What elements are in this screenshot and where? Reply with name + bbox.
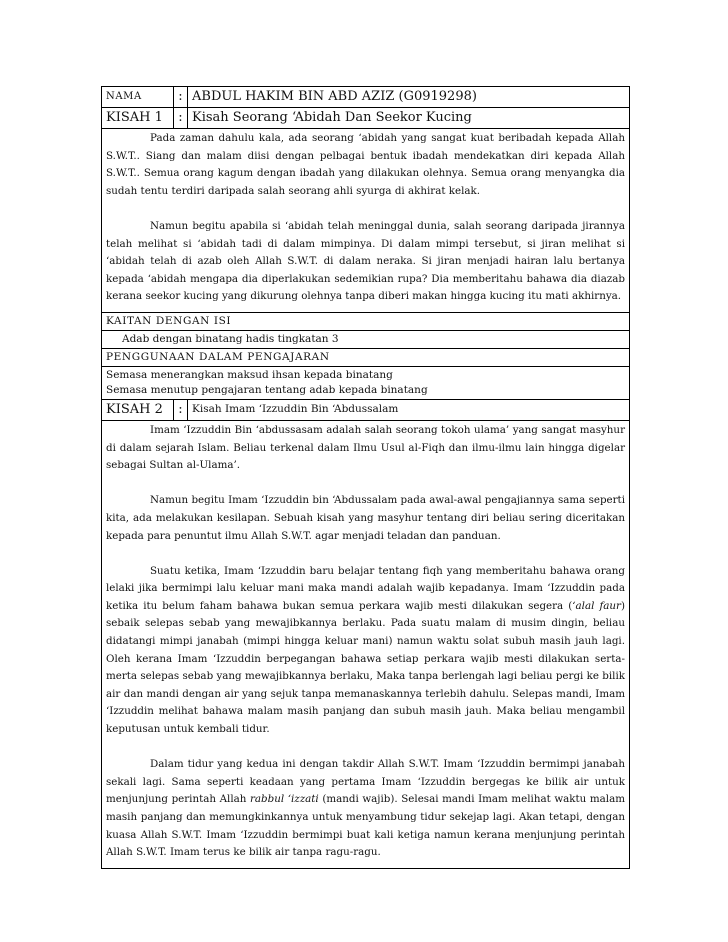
kisah2-label: KISAH 2 — [102, 400, 174, 420]
penggunaan-line-2: Semasa menutup pengajaran tentang adab kepada binatang — [106, 383, 428, 396]
kisah1-body-row — [102, 129, 629, 313]
name-colon: : — [174, 87, 188, 107]
penggunaan-line-1: Semasa menerangkan maksud ihsan kepada binatang — [106, 368, 393, 381]
kisah2-paragraph-1: Imam ‘Izzuddin Bin ‘abdussasam adalah salah seorang tokoh ulama’ yang sangat masyhur di dalam sejarah Islam. Beliau terkenal dalam Ilmu Usul al-Fiqh dan ilmu-ilmu lain hingga digelar sebagai Sultan al-Ulama’. — [106, 423, 625, 472]
kisah1-title: Kisah Seorang ‘Abidah Dan Seekor Kucing — [192, 110, 472, 125]
kaitan-heading-row — [102, 313, 629, 331]
penggunaan-heading: PENGGUNAAN DALAM PENGAJARAN — [106, 350, 330, 363]
kisah2-p3-part-a: Suatu ketika, Imam ‘Izzuddin baru belajar tentang fiqh yang memberitahu bahawa orang lelaki jika bermimpi lalu keluar mani maka mandi adalah wajib kepadanya. Imam ‘Izzuddin pada ketika itu belum faham bahawa bukan semua perkara wajib mesti dilakukan segera ( — [106, 564, 625, 612]
kisah2-paragraph-4 — [106, 756, 625, 862]
kisah2-p3-part-b: ) sebaik selepas sebab yang mewajibkannya berlaku. Pada suatu malam di musim dingin, beliau didatangi mimpi janabah (mimpi hingga keluar mani) namun waktu solat subuh masih jauh lagi. Oleh kerana Imam ‘Izzuddin berpegangan bahawa setiap perkara wajib mesti dilakukan serta-merta selepas sebab yang mewajibkannya berlaku, Maka tanpa berlengah lagi beliau pergi ke bilik air dan mandi dengan air yang sejuk tanpa memanaskannya terlebih dahulu. Selepas mandi, Imam ‘Izzuddin melihat bahawa malam masih panjang dan subuh masih jauh. Maka beliau mengambil keputusan untuk kembali tidur. — [106, 599, 625, 736]
kisah2-body-row — [102, 421, 629, 868]
kisah2-paragraph-3 — [106, 563, 625, 739]
name-label: NAMA — [102, 87, 174, 107]
kaitan-value-row — [102, 331, 629, 349]
kaitan-heading: KAITAN DENGAN ISI — [106, 314, 232, 327]
kisah1-colon: : — [174, 108, 188, 128]
kaitan-value: Adab dengan binatang hadis tingkatan 3 — [122, 332, 339, 345]
penggunaan-heading-row — [102, 349, 629, 367]
story-sheet — [101, 86, 630, 869]
kisah2-body — [102, 421, 629, 868]
kisah2-p4-italic: rabbul ‘izzati — [249, 793, 319, 806]
kisah2-p4-part-a: Dalam tidur yang kedua ini dengan takdir Allah S.W.T. Imam ‘Izzuddin bermimpi janabah sekali lagi. Sama seperti keadaan yang pertama Imam ‘Izzuddin bergegas ke bilik air untuk menjunjung perintah Allah — [106, 758, 625, 806]
name-row — [102, 87, 629, 108]
name-value: ABDUL HAKIM BIN ABD AZIZ (G0919298) — [192, 89, 477, 104]
kisah2-title: Kisah Imam ‘Izzuddin Bin ‘Abdussalam — [192, 402, 399, 415]
kisah1-label: KISAH 1 — [102, 108, 174, 128]
kisah1-paragraph: Namun begitu apabila si ‘abidah telah meninggal dunia, salah seorang daripada jirannya telah melihat si ‘abidah tadi di dalam mimpinya. Di dalam mimpi tersebut, si jiran melihat si ‘abidah telah di azab oleh Allah S.W.T. di dalam neraka. Si jiran menjadi hairan lalu bertanya kepada ‘abidah mengapa dia diperlakukan sedemikian rupa? Dia memberitahu bahawa dia diazab kerana seekor kucing yang dikurung olehnya tanpa diberi makan hingga kucing itu mati akhirnya. — [106, 219, 625, 303]
kisah1-paragraph: Pada zaman dahulu kala, ada seorang ‘abidah yang sangat kuat beribadah kepada Allah S.W.T.. Siang dan malam diisi dengan pelbagai bentuk ibadah mendekatkan diri kepada Allah S.W.T.. Semua orang kagum dengan ibadah yang dilakukan olehnya. Semua orang menyangka dia sudah tentu terdiri daripada salah seorang ahli syurga di akhirat kelak. — [106, 132, 625, 197]
kisah1-title-row — [102, 108, 629, 129]
kisah2-p4-part-b: (mandi wajib). Selesai mandi Imam melihat waktu malam masih panjang dan memungkinkannya untuk menyambung tidur sekejap lagi. Akan tetapi, dengan kuasa Allah S.W.T. Imam ‘Izzuddin bermimpi buat kali ketiga namun kerana menjunjung perintah Allah S.W.T. Imam terus ke bilik air tanpa ragu-ragu. — [106, 793, 625, 859]
kisah2-p3-italic: ‘alal faur — [572, 599, 621, 612]
kisah2-paragraph-2: Namun begitu Imam ‘Izzuddin bin ‘Abdussalam pada awal-awal pengajiannya sama seperti kita, ada melakukan kesilapan. Sebuah kisah yang masyhur tentang diri beliau sering diceritakan kepada para penuntut ilmu Allah S.W.T. agar menjadi teladan dan panduan. — [106, 494, 625, 542]
kisah1-body — [102, 129, 629, 312]
penggunaan-lines-row — [102, 367, 629, 400]
kisah2-title-row — [102, 400, 629, 421]
penggunaan-lines — [102, 367, 629, 399]
kisah2-colon: : — [174, 400, 188, 420]
